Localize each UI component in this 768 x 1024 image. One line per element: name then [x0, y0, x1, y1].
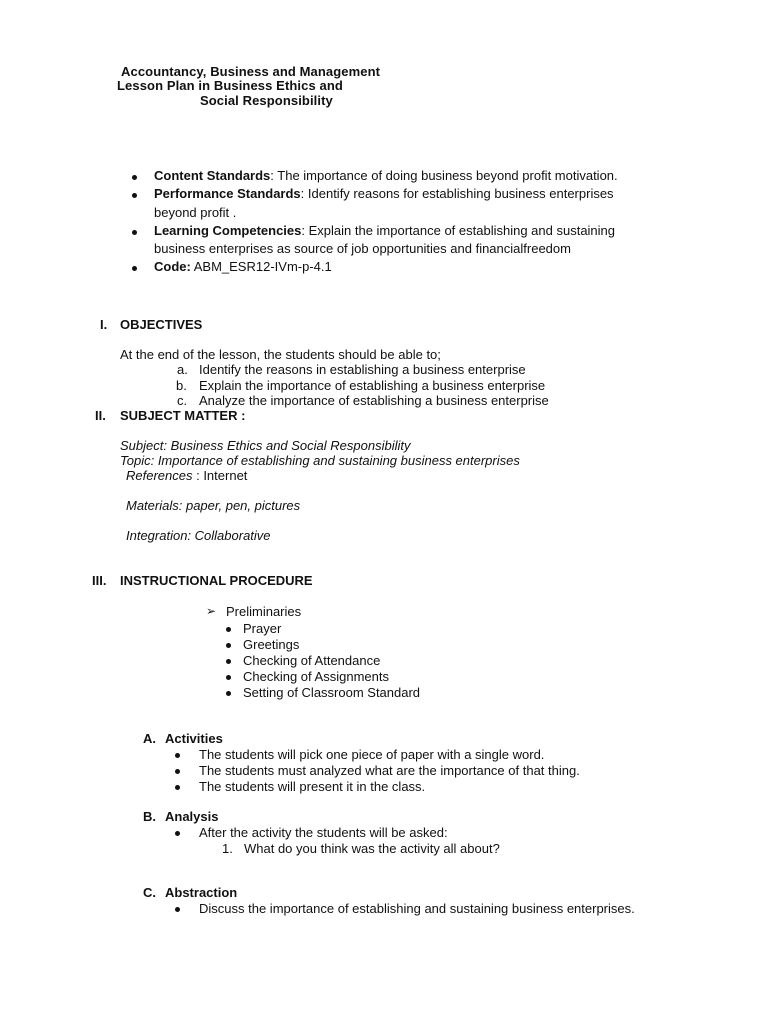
code-text: ABM_ESR12-IVm-p-4.1	[190, 259, 332, 274]
performance-standards-text: : Identify reasons for establishing business enterprises	[300, 186, 614, 201]
performance-standards-label: Performance Standards	[154, 186, 301, 201]
materials-line: Materials: paper, pen, pictures	[126, 498, 301, 513]
bullet-icon	[175, 769, 180, 774]
code-label: Code:	[154, 259, 191, 274]
objective-item: Explain the importance of establishing a business enterprise	[199, 378, 546, 393]
analysis-item: After the activity the students will be asked:	[199, 825, 448, 840]
references-value: : Internet	[192, 468, 248, 483]
objectives-intro: At the end of the lesson, the students should be able to;	[120, 347, 441, 362]
bullet-icon	[132, 266, 137, 271]
learning-competencies-cont: business enterprises as source of job opportunities and financialfreedom	[154, 241, 571, 256]
activity-item: The students will present it in the class.	[199, 779, 426, 794]
bullet-icon	[226, 691, 231, 696]
objective-letter: c.	[177, 393, 188, 408]
analysis-question: What do you think was the activity all about?	[244, 841, 500, 856]
bullet-icon	[226, 643, 231, 648]
bullet-icon	[226, 659, 231, 664]
activities-heading: Activities	[165, 731, 223, 746]
performance-standards	[154, 186, 614, 201]
analysis-letter: B.	[143, 809, 156, 824]
title-line-3: Social Responsibility	[200, 93, 333, 108]
procedure-heading: INSTRUCTIONAL PROCEDURE	[120, 573, 313, 588]
preliminaries-label: Preliminaries	[226, 604, 302, 619]
bullet-icon	[226, 627, 231, 632]
objective-letter: b.	[176, 378, 187, 393]
arrow-bullet-icon: ➢	[206, 604, 217, 618]
preliminary-item: Checking of Assignments	[243, 669, 389, 684]
bullet-icon	[175, 785, 180, 790]
abstraction-item: Discuss the importance of establishing and sustaining business enterprises.	[199, 901, 635, 916]
objective-letter: a.	[177, 362, 188, 377]
procedure-numeral: III.	[92, 573, 107, 588]
objective-item: Analyze the importance of establishing a business enterprise	[199, 393, 549, 408]
content-standards-label: Content Standards	[154, 168, 271, 183]
bullet-icon	[132, 193, 137, 198]
objective-item: Identify the reasons in establishing a business enterprise	[199, 362, 526, 377]
performance-standards-cont: beyond profit .	[154, 205, 237, 220]
references-line	[126, 468, 247, 483]
preliminary-item: Setting of Classroom Standard	[243, 685, 421, 700]
learning-competencies-label: Learning Competencies	[154, 223, 302, 238]
subject-line: Subject: Business Ethics and Social Responsibility	[120, 438, 411, 453]
preliminary-item: Greetings	[243, 637, 300, 652]
bullet-icon	[132, 175, 137, 180]
integration-line: Integration: Collaborative	[126, 528, 271, 543]
title-line-1: Accountancy, Business and Management	[121, 64, 381, 79]
bullet-icon	[175, 753, 180, 758]
objectives-numeral: I.	[100, 317, 108, 332]
activity-item: The students will pick one piece of paper with a single word.	[199, 747, 545, 762]
topic-line: Topic: Importance of establishing and sustaining business enterprises	[120, 453, 520, 468]
activity-item: The students must analyzed what are the importance of that thing.	[199, 763, 580, 778]
code-line	[154, 259, 332, 274]
learning-competencies	[154, 223, 615, 238]
abstraction-heading: Abstraction	[165, 885, 238, 900]
learning-competencies-text: : Explain the importance of establishing and sustaining	[301, 223, 616, 238]
references-label: References	[126, 468, 193, 483]
abstraction-letter: C.	[143, 885, 156, 900]
bullet-icon	[175, 907, 180, 912]
bullet-icon	[175, 831, 180, 836]
title-line-2: Lesson Plan in Business Ethics and	[117, 78, 343, 93]
preliminary-item: Checking of Attendance	[243, 653, 381, 668]
activities-letter: A.	[143, 731, 156, 746]
preliminary-item: Prayer	[243, 621, 282, 636]
subject-matter-heading: SUBJECT MATTER :	[120, 408, 246, 423]
objectives-heading: OBJECTIVES	[120, 317, 203, 332]
subject-matter-numeral: II.	[95, 408, 106, 423]
bullet-icon	[226, 675, 231, 680]
analysis-heading: Analysis	[165, 809, 219, 824]
content-standards	[154, 168, 618, 183]
content-standards-text: : The importance of doing business beyond profit motivation.	[270, 168, 618, 183]
bullet-icon	[132, 230, 137, 235]
analysis-question-number: 1.	[222, 841, 233, 856]
